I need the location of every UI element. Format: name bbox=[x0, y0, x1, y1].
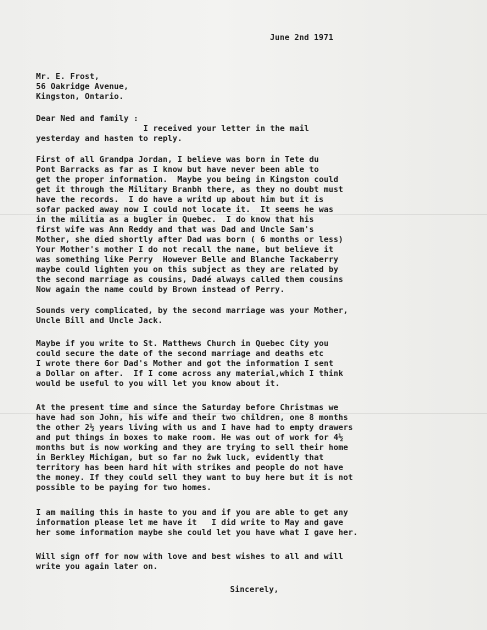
body-line: her some information maybe she could let you have what I gave her. bbox=[36, 528, 358, 537]
body-line: At the present time and since the Saturday before Christmas we bbox=[36, 403, 339, 412]
body-line: in Berkley Michigan, but so far no ẑwk luck, evidently that bbox=[36, 453, 324, 462]
closing: Sincerely, bbox=[230, 585, 279, 594]
body-line: Pont Barracks as far as I know but have never been able to bbox=[36, 165, 319, 174]
body-line: possible to be paying for two homes. bbox=[36, 483, 212, 492]
body-line: the other 2½ years living with us and I have had to empty drawers bbox=[36, 423, 353, 432]
body-line: information please let me have it I did write to May and gave bbox=[36, 518, 344, 527]
recipient-city: Kingston, Ontario. bbox=[36, 92, 124, 101]
letter-date: June 2nd 1971 bbox=[270, 33, 334, 42]
body-line: Now again the name could by Brown instead of Perry. bbox=[36, 285, 285, 294]
body-line: a Dollar on after. If I come across any material,which I think bbox=[36, 369, 344, 378]
body-line: Will sign off for now with love and best wishes to all and will bbox=[36, 552, 344, 561]
body-line: I received your letter in the mail bbox=[36, 124, 310, 133]
body-line: and put things in boxes to make room. He was out of work for 4½ bbox=[36, 433, 344, 442]
body-line: I wrote there 6or Dad's Mother and got the information I sent bbox=[36, 359, 334, 368]
body-line: maybe could lighten you on this subject as they are related by bbox=[36, 265, 339, 274]
recipient-street: 56 Oakridge Avenue, bbox=[36, 82, 129, 91]
body-line: Sounds very complicated, by the second marriage was your Mother, bbox=[36, 306, 349, 315]
body-line: was something like Perry However Belle and Blanche Tackaberry bbox=[36, 255, 339, 264]
body-line: First of all Grandpa Jordan, I believe was born in Tete du bbox=[36, 155, 319, 164]
body-line: in the militia as a bugler in Quebec. I do know that his bbox=[36, 215, 314, 224]
body-line: Maybe if you write to St. Matthews Church in Quebec City you bbox=[36, 339, 329, 348]
body-line: territory has been hard hit with strikes and people do not have bbox=[36, 463, 344, 472]
body-line: write you again later on. bbox=[36, 562, 158, 571]
body-line: have had son John, his wife and their two children, one 8 months bbox=[36, 413, 349, 422]
body-line: Uncle Bill and Uncle Jack. bbox=[36, 316, 163, 325]
body-line: Mother, she died shortly after Dad was born ( 6 months or less) bbox=[36, 235, 344, 244]
body-line: the second marriage as cousins, Dadé always called them cousins bbox=[36, 275, 344, 284]
body-line: get the proper information. Maybe you being in Kingston could bbox=[36, 175, 339, 184]
body-line: the money. If they could sell they want to buy here but it is not bbox=[36, 473, 353, 482]
recipient-name: Mr. E. Frost, bbox=[36, 72, 100, 81]
salutation: Dear Ned and family : bbox=[36, 114, 139, 123]
body-line: sofar packed away now I could not locate it. It seems he was bbox=[36, 205, 334, 214]
body-line: would be useful to you will let you know about it. bbox=[36, 379, 280, 388]
body-line: could secure the date of the second marriage and deaths etc bbox=[36, 349, 324, 358]
body-line: first wife was Ann Reddy and that was Dad and Uncle Sam's bbox=[36, 225, 314, 234]
body-line: get it through the Military Branbh there, as they no doubt must bbox=[36, 185, 344, 194]
body-line: I am mailing this in haste to you and if you are able to get any bbox=[36, 508, 349, 517]
body-line: Your Mother's mother I do not recall the name, but believe it bbox=[36, 245, 334, 254]
body-line: have the records. I do have a writd up about him but it is bbox=[36, 195, 324, 204]
body-line: months but is now working and they are trying to sell their home bbox=[36, 443, 349, 452]
body-line: yesterday and hasten to reply. bbox=[36, 134, 183, 143]
